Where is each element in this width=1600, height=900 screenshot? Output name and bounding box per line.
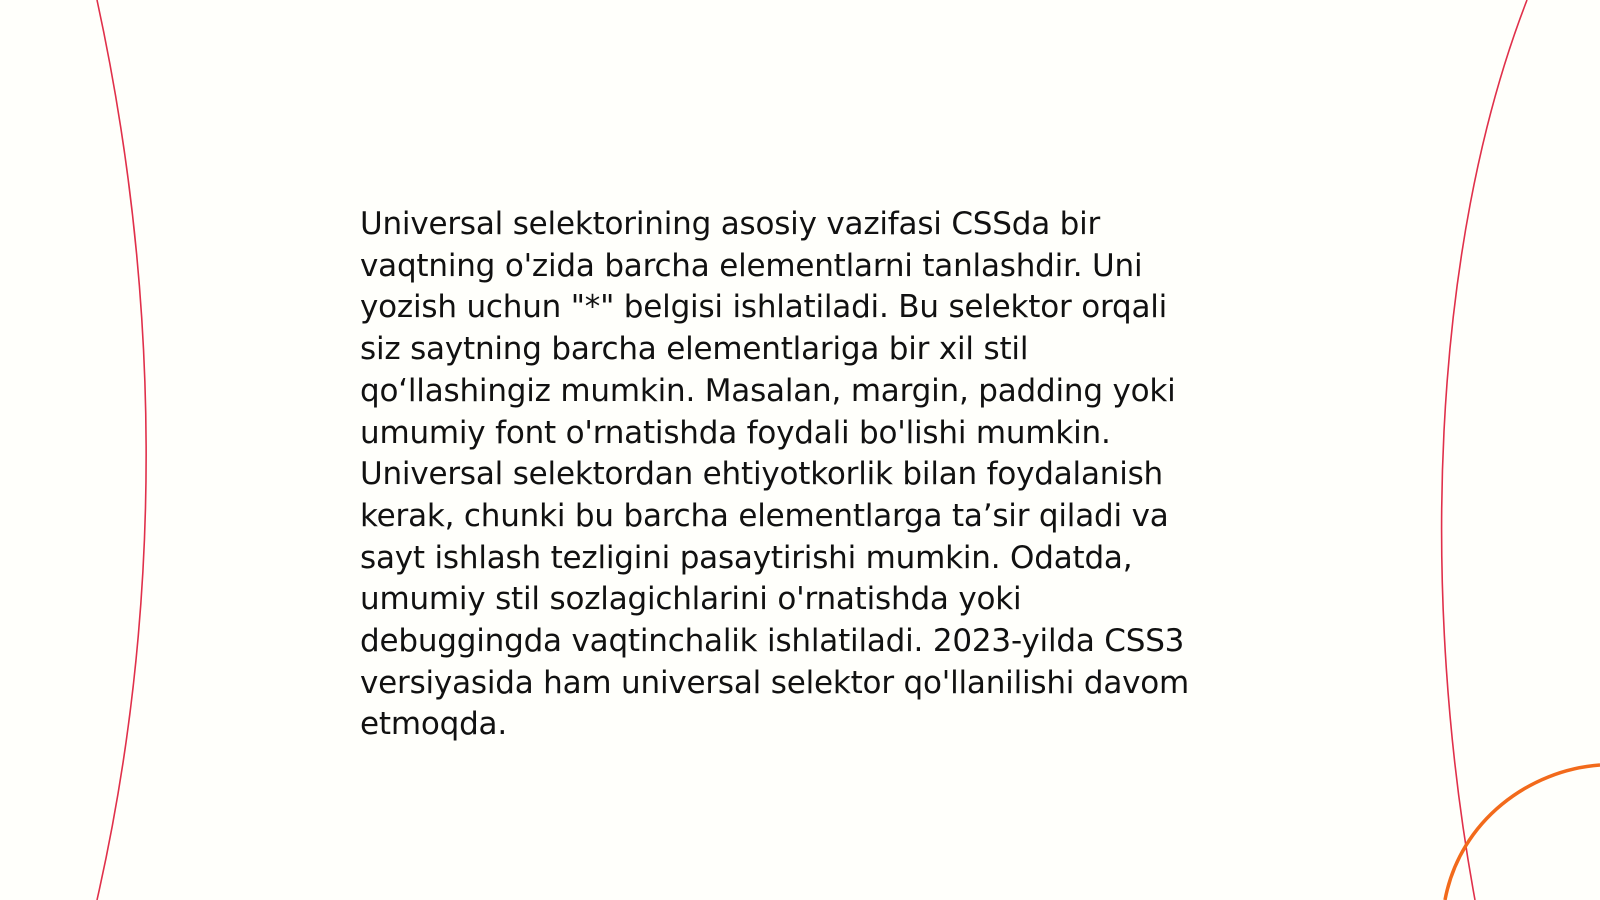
corner-arc-decoration [1445,765,1600,900]
slide-body-paragraph: Universal selektorining asosiy vazifasi CSSda bir vaqtning o'zida barcha elementlarni tanlashdir. Uni yozish uchun "*" belgisi ishlatiladi. Bu selektor orqali siz saytning barcha elementlariga bir xil stil qo‘llashingiz mumkin. Masalan, margin, padding yoki umumiy font o'rnatishda foydali bo'lishi mumkin. Universal selektordan ehtiyotkorlik bilan foydalanish kerak, chunki bu barcha elementlarga ta’sir qiladi va sayt ishlash tezligini pasaytirishi mumkin. Odatda, umumiy stil sozlagichlarini o'rnatishda yoki debuggingda vaqtinchalik ishlatiladi. 2023-yilda CSS3 versiyasida ham universal selektor qo'llanilishi davom etmoqda. [360,206,1190,743]
right-curve-decoration [1442,0,1527,900]
left-curve-decoration [97,0,146,900]
